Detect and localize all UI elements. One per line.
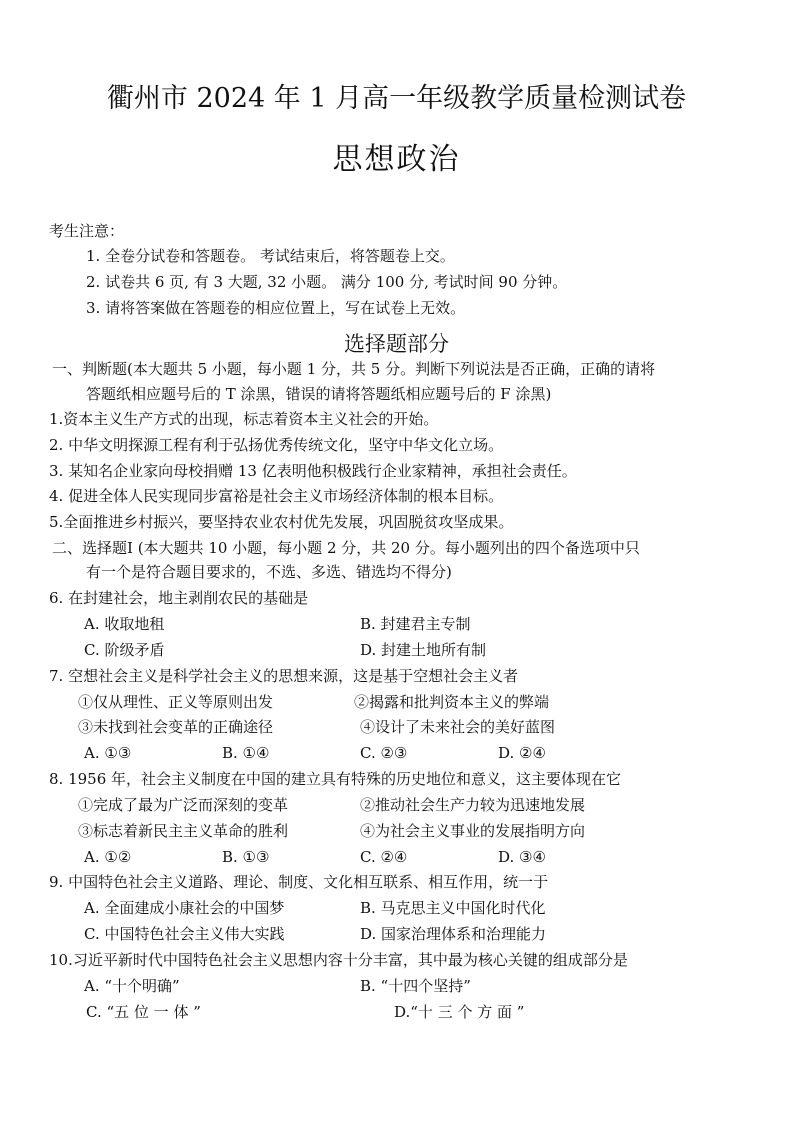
question-9-option-b: B. 马克思主义中国化时代化	[360, 899, 546, 917]
question-8-option-b: B. ①③	[222, 848, 270, 866]
question-10-stem: 10.习近平新时代中国特色社会主义思想内容十分丰富，其中最为核心关键的组成部分是	[49, 951, 628, 969]
question-7-statement-4: ④设计了未来社会的美好蓝图	[360, 718, 556, 736]
question-8-option-c: C. ②④	[360, 848, 408, 866]
question-9-option-d: D. 国家治理体系和治理能力	[360, 925, 547, 943]
question-7-stem: 7. 空想社会主义是科学社会主义的思想来源，这是基于空想社会主义者	[49, 667, 519, 685]
question-8-statement-3: ③标志着新民主主义革命的胜利	[78, 822, 289, 840]
part1-intro-cont: 答题纸相应题号后的 T 涂黑，错误的请将答题纸相应题号后的 F 涂黑)	[86, 385, 552, 403]
question-9-stem: 9. 中国特色社会主义道路、理论、制度、文化相互联系、相互作用，统一于	[49, 873, 549, 891]
tf-question-4: 4. 促进全体人民实现同步富裕是社会主义市场经济体制的根本目标。	[49, 487, 504, 505]
part1-intro: 一、判断题(本大题共 5 小题，每小题 1 分，共 5 分。判断下列说法是否正确，正确的请将	[52, 360, 656, 378]
exam-title: 衢州市 2024 年 1 月高一年级教学质量检测试卷	[106, 83, 687, 114]
part2-intro: 二、选择题Ⅰ (本大题共 10 小题，每小题 2 分，共 20 分。每小题列出的四个备选项中只	[52, 539, 640, 557]
notice-item: 1. 全卷分试卷和答题卷。 考试结束后，将答题卷上交。	[86, 247, 455, 265]
question-6-option-b: B. 封建君主专制	[360, 615, 471, 633]
part2-intro-cont: 有一个是符合题目要求的，不选、多选、错选均不得分)	[86, 563, 452, 581]
question-7-statement-2: ②揭露和批判资本主义的弊端	[354, 693, 550, 711]
question-9-option-a: A. 全面建成小康社会的中国梦	[84, 899, 285, 917]
question-10-option-b: B. “十四个坚持”	[360, 977, 471, 995]
question-6-stem: 6. 在封建社会，地主剥削农民的基础是	[49, 589, 309, 607]
question-6-option-d: D. 封建土地所有制	[360, 641, 487, 659]
question-8-option-a: A. ①②	[84, 848, 132, 866]
question-8-statement-2: ②推动社会生产力较为迅速地发展	[360, 796, 586, 814]
question-6-option-c: C. 阶级矛盾	[84, 641, 165, 659]
question-8-statement-4: ④为社会主义事业的发展指明方向	[360, 822, 586, 840]
question-7-option-c: C. ②③	[360, 744, 408, 762]
notice-item: 2. 试卷共 6 页, 有 3 大题, 32 小题。 满分 100 分, 考试时间 90 分钟。	[86, 273, 568, 291]
notice-item: 3. 请将答案做在答题卷的相应位置上，写在试卷上无效。	[86, 299, 466, 317]
section-title: 选择题部分	[344, 332, 449, 356]
question-8-option-d: D. ③④	[498, 848, 546, 866]
question-10-option-a: A. “十个明确”	[84, 977, 180, 995]
question-7-option-b: B. ①④	[222, 744, 270, 762]
tf-question-2: 2. 中华文明探源工程有利于弘扬优秀传统文化，坚守中华文化立场。	[49, 436, 504, 454]
question-7-option-a: A. ①③	[84, 744, 132, 762]
question-10-option-d: D.“十 三 个 方 面 ”	[394, 1003, 525, 1021]
subject-title: 思想政治	[332, 142, 461, 177]
tf-question-1: 1.资本主义生产方式的出现，标志着资本主义社会的开始。	[49, 410, 439, 428]
question-10-option-c: C. “五 位 一 体 ”	[86, 1003, 201, 1021]
question-9-option-c: C. 中国特色社会主义伟大实践	[84, 925, 285, 943]
question-7-statement-1: ①仅从理性、正义等原则出发	[78, 693, 274, 711]
question-7-statement-3: ③未找到社会变革的正确途径	[78, 718, 274, 736]
tf-question-3: 3. 某知名企业家向母校捐赠 13 亿表明他积极践行企业家精神，承担社会责任。	[49, 462, 577, 480]
tf-question-5: 5.全面推进乡村振兴，要坚持农业农村优先发展，巩固脱贫攻坚成果。	[49, 513, 514, 531]
question-8-statement-1: ①完成了最为广泛而深刻的变革	[78, 796, 289, 814]
question-7-option-d: D. ②④	[498, 744, 546, 762]
notice-heading: 考生注意：	[49, 222, 125, 240]
question-8-stem: 8. 1956 年，社会主义制度在中国的建立具有特殊的历史地位和意义，这主要体现在它	[49, 770, 622, 788]
question-6-option-a: A. 收取地租	[84, 615, 165, 633]
